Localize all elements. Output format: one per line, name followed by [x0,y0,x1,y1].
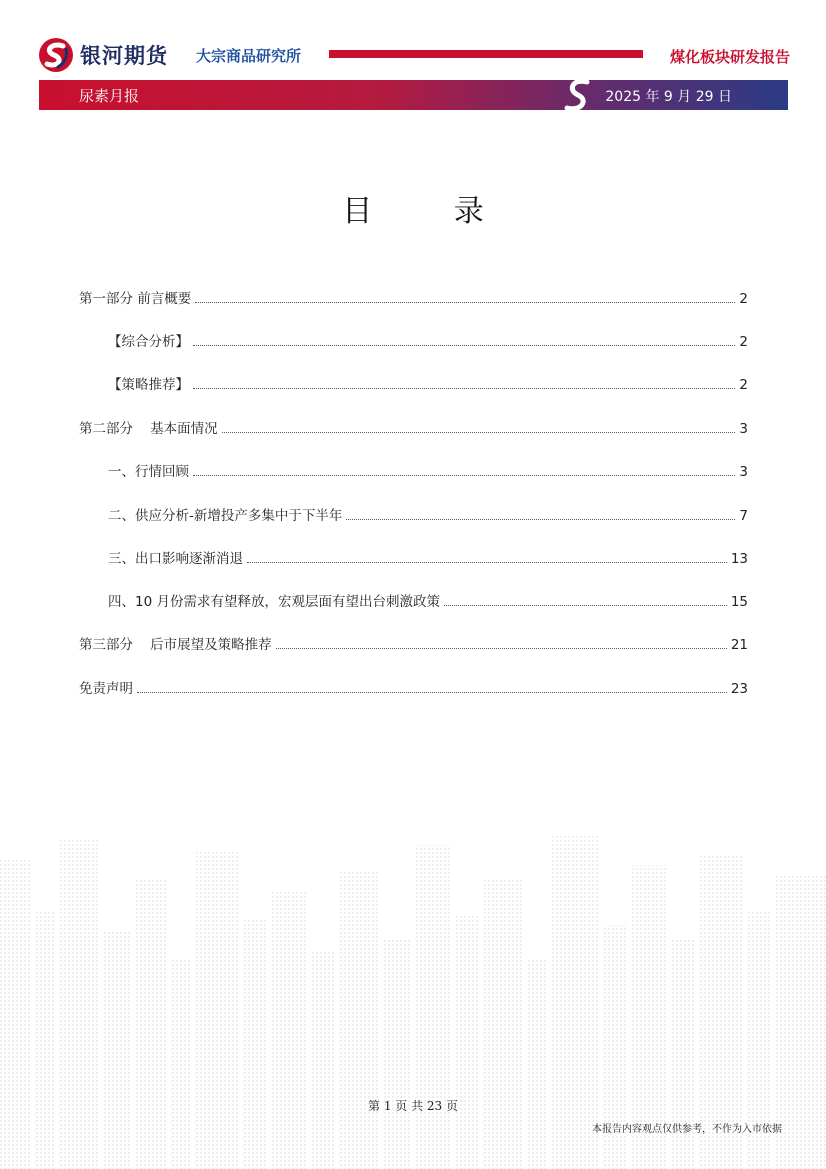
toc-entry-supply[interactable] [108,504,748,524]
toc-entry-text: 第二部分 基本面情况 [79,421,218,437]
toc-leader-dots [276,648,727,649]
toc-leader-dots [444,605,727,606]
toc-page-number: 21 [730,637,748,653]
toc-page-number: 2 [739,334,748,350]
company-name: 银河期货 [80,44,168,68]
toc-entry-text: 【策略推荐】 [108,377,189,393]
toc-entry-disclaimer[interactable] [79,677,748,697]
page-indicator: 第 1 页 共 23 页 [368,1099,458,1113]
toc-leader-dots [195,302,735,303]
toc-leader-dots [193,475,735,476]
toc-entry-text: 【综合分析】 [108,334,189,350]
toc-leader-dots [346,519,735,520]
toc-page-number: 3 [739,421,748,437]
disclaimer-note: 本报告内容观点仅供参考，不作为入市依据 [592,1124,782,1135]
toc-entry-text: 第三部分 后市展望及策略推荐 [79,637,272,653]
toc-page-number: 2 [739,377,748,393]
report-header [0,0,826,80]
toc-entry-strategy[interactable] [108,373,748,393]
toc-page-number: 7 [739,508,748,524]
title-banner [39,80,788,110]
toc-page-number: 13 [730,551,748,567]
report-title: 尿素月报 [79,87,140,105]
toc-entry-demand[interactable] [108,590,748,610]
toc-entry-part1[interactable] [79,287,748,307]
toc-title: 目 录 [342,194,520,229]
toc-entry-text: 三、出口影响逐渐消退 [108,551,243,567]
city-skyline-watermark [0,820,826,1169]
toc-entry-text: 第一部分 前言概要 [79,291,192,307]
header-divider [329,50,643,58]
toc-page-number: 15 [730,594,748,610]
toc-entry-text: 二、供应分析-新增投产多集中于下半年 [108,508,343,524]
toc-leader-dots [137,692,727,693]
toc-leader-dots [193,388,735,389]
toc-entry-text: 四、10 月份需求有望释放，宏观层面有望出台刺激政策 [108,594,440,610]
toc-entry-analysis[interactable] [108,330,748,350]
toc-leader-dots [247,562,727,563]
toc-entry-export[interactable] [108,547,748,567]
toc-entry-market-review[interactable] [108,460,748,480]
toc-page-number: 2 [739,291,748,307]
toc-entry-part3[interactable] [79,633,748,653]
toc-page-number: 23 [730,681,748,697]
report-date: 2025 年 9 月 29 日 [605,89,732,105]
report-series: 煤化板块研发报告 [669,48,790,66]
toc-page-number: 3 [739,464,748,480]
toc-entry-text: 免责声明 [79,681,133,697]
galaxy-logo-icon [38,37,74,73]
swoosh-icon [561,76,595,114]
toc-leader-dots [222,432,736,433]
toc-entry-text: 一、行情回顾 [108,464,189,480]
institute-name: 大宗商品研究所 [196,47,302,65]
toc-leader-dots [193,345,735,346]
toc-entry-part2[interactable] [79,417,748,437]
